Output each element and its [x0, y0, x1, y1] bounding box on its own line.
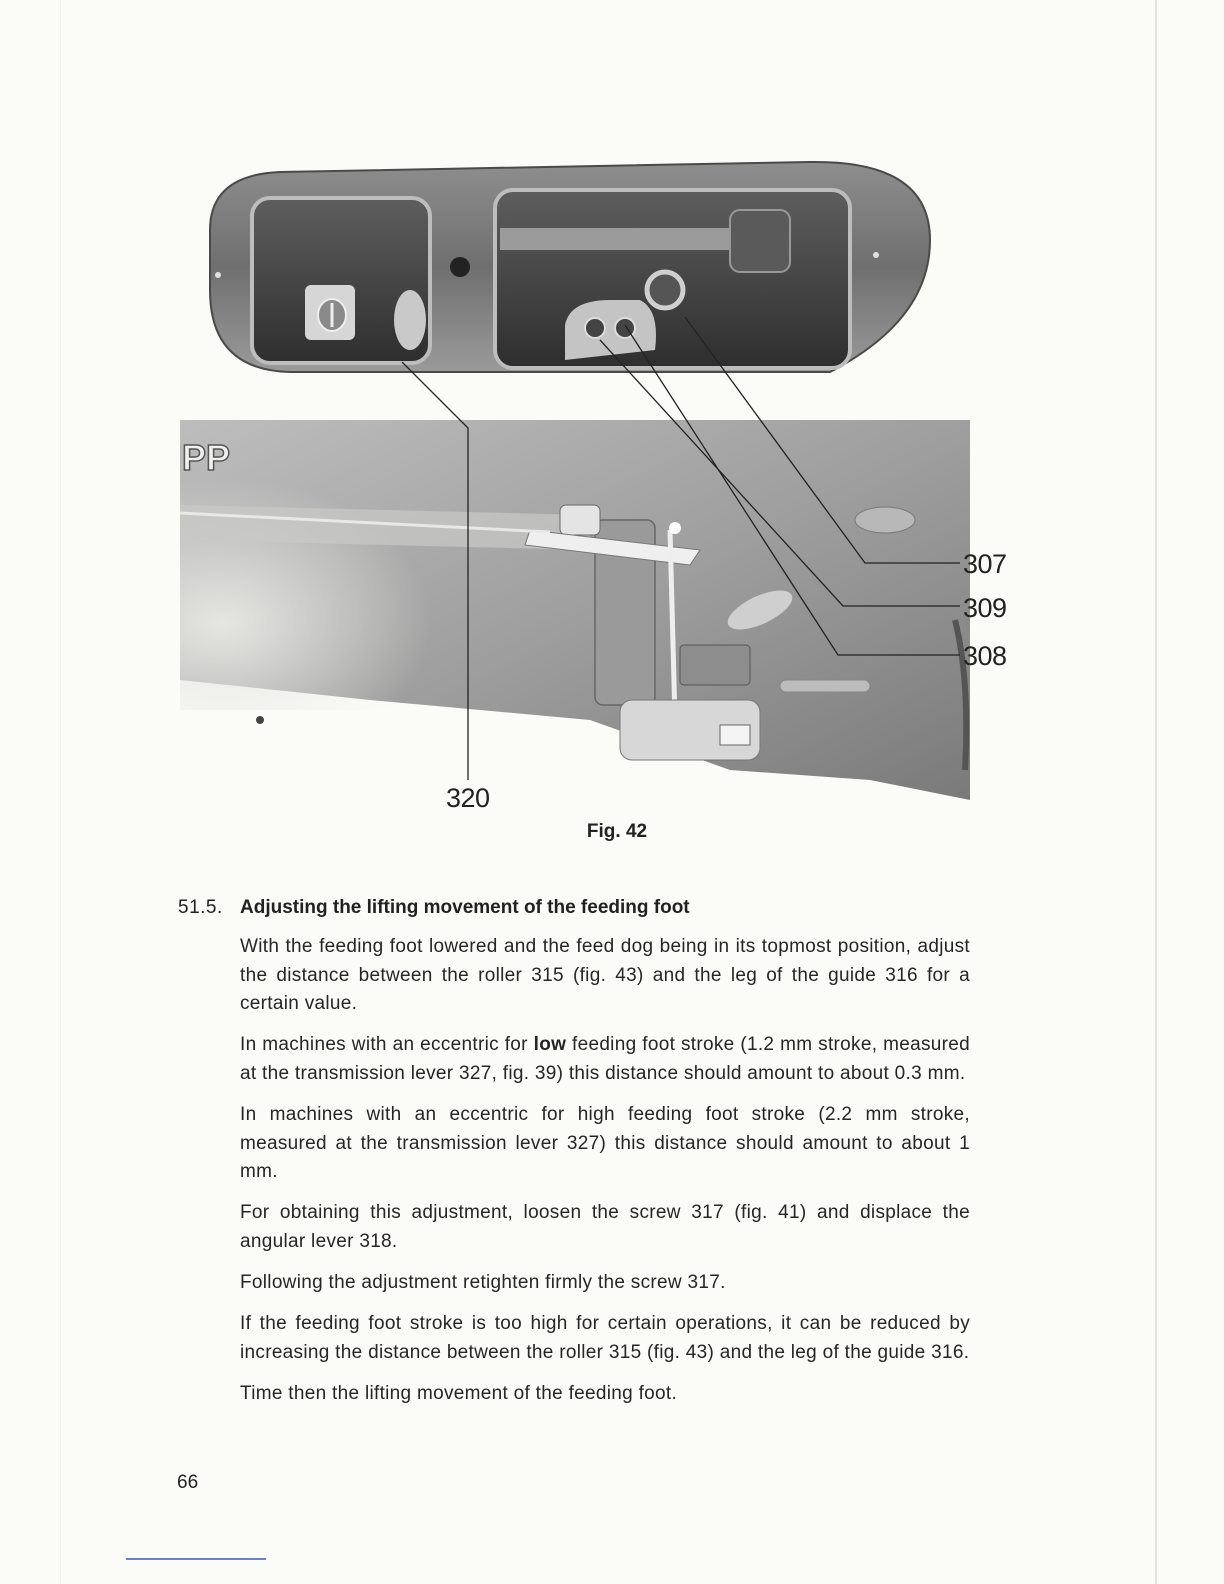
paragraph-4: For obtaining this adjustment, loosen the screw 317 (fig. 41) and displace the angular lever 318.	[240, 1202, 970, 1252]
screw-hole-left	[215, 272, 221, 278]
page-edge-right	[1155, 0, 1157, 1584]
paragraph-6: If the feeding foot stroke is too high for certain operations, it can be reduced by increasing the distance between the roller 315 (fig. 43) and the leg of the guide 316.	[240, 1313, 970, 1363]
label-308: 308	[963, 641, 1007, 671]
oil-cap	[855, 507, 915, 533]
figure-caption: Fig. 42	[586, 821, 648, 842]
page-number: 66	[177, 1472, 199, 1493]
section-number: 51.5.	[178, 897, 223, 918]
label-320: 320	[446, 783, 490, 813]
slide-plate	[780, 680, 870, 692]
paragraph-2	[240, 1031, 970, 1088]
highlight	[180, 420, 600, 710]
paragraph-2-emphasis: low	[533, 1034, 567, 1056]
oil-hole	[450, 257, 470, 277]
dot-marker	[256, 716, 264, 724]
paragraph-2-part-1: In machines with an eccentric for	[240, 1034, 534, 1056]
screw-hole-right	[873, 252, 879, 258]
section-title: Adjusting the lifting movement of the feeding foot	[240, 897, 690, 918]
paragraph-3: In machines with an eccentric for high feeding foot stroke (2.2 mm stroke, measured at the transmission lever 327) this distance should amount to about 1 mm.	[240, 1103, 970, 1183]
section-heading	[178, 895, 978, 921]
foot-clamp	[720, 725, 750, 745]
paragraph-7: Time then the lifting movement of the feeding foot.	[240, 1382, 678, 1404]
label-309: 309	[963, 593, 1007, 623]
page-edge-left	[60, 0, 61, 1584]
needle-cap	[669, 522, 681, 534]
paragraph-1: With the feeding foot lowered and the feed dog being in its topmost position, adjust the distance between the roller 315 (fig. 43) and the leg of the guide 316 for a certain value.	[240, 936, 970, 1015]
footer-rule	[126, 1558, 266, 1560]
shaft-collar	[730, 210, 790, 272]
paragraph-5: Following the adjustment retighten firmly the screw 317.	[240, 1271, 726, 1293]
figure-42-photo	[170, 120, 1050, 820]
body-text	[240, 933, 970, 1421]
left-roller	[394, 290, 426, 350]
machine-illustration	[170, 120, 1050, 820]
paragraph-2-part-2: feeding foot stroke (1.2 mm stroke, measured at the transmission lever 327, fig. 39) this distance should amount to about 0.3 mm.	[240, 1034, 970, 1084]
bracket-screw-1	[585, 318, 605, 338]
logo-lettering: PP	[182, 437, 231, 478]
label-307: 307	[963, 549, 1007, 579]
roller-315	[560, 505, 600, 535]
shaft	[500, 228, 750, 250]
foot-holder	[680, 645, 750, 685]
eccentric	[647, 272, 683, 308]
